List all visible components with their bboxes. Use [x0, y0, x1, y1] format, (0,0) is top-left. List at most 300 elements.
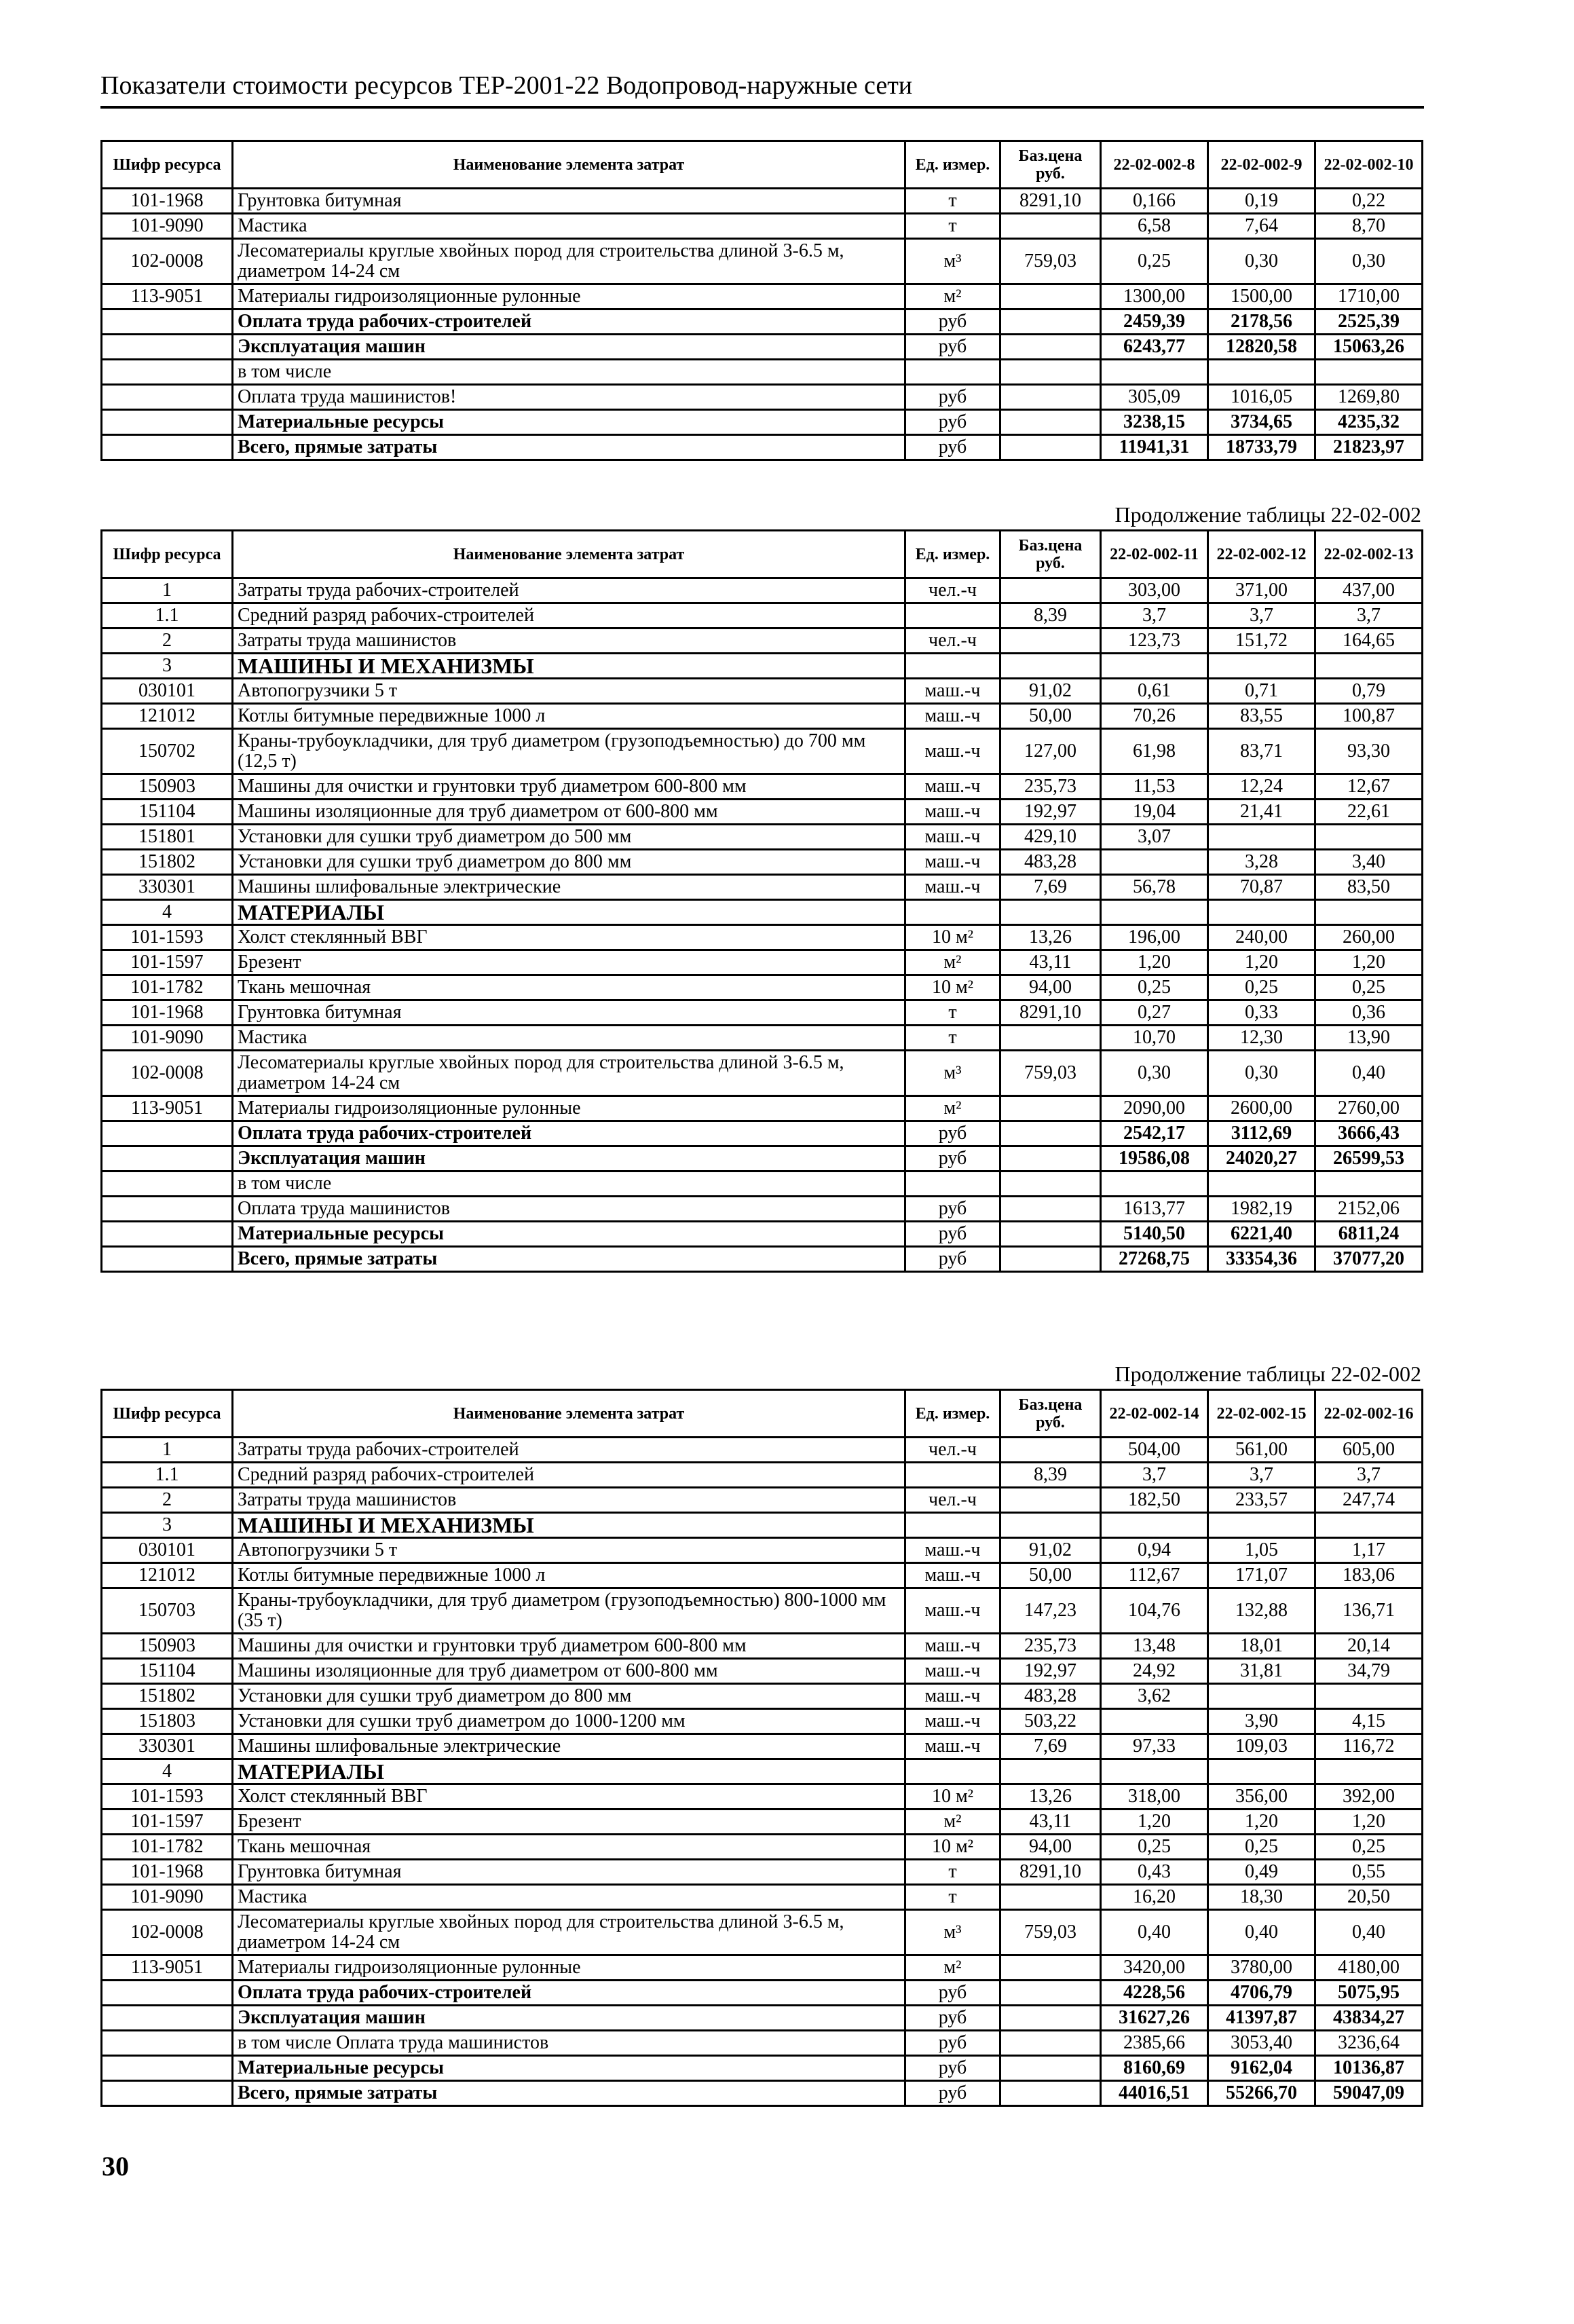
unit-of-measure: руб	[905, 335, 1000, 360]
unit-of-measure: руб	[905, 2081, 1000, 2106]
resource-code: 030101	[102, 679, 233, 704]
norm-value: 13,48	[1101, 1634, 1208, 1659]
norm-value: 18733,79	[1208, 435, 1315, 460]
resource-code: 150903	[102, 1634, 233, 1659]
unit-of-measure: чел.-ч	[905, 578, 1000, 603]
resource-code: 150702	[102, 729, 233, 774]
table-row	[102, 578, 1423, 603]
base-price: 91,02	[1000, 1538, 1101, 1563]
resource-code: 330301	[102, 1734, 233, 1759]
table-row	[102, 1684, 1423, 1709]
norm-value: 4180,00	[1315, 1955, 1423, 1981]
table-row	[102, 629, 1423, 654]
norm-value: 0,22	[1315, 189, 1423, 214]
norm-value: 21,41	[1208, 800, 1315, 825]
unit-of-measure: руб	[905, 2031, 1000, 2056]
unit-of-measure	[905, 360, 1000, 385]
resource-code: 2	[102, 1488, 233, 1513]
base-price	[1000, 2056, 1101, 2081]
section-row	[102, 654, 1423, 679]
norm-value: 6221,40	[1208, 1222, 1315, 1247]
norm-value: 13,90	[1315, 1026, 1423, 1051]
norm-value	[1315, 1759, 1423, 1784]
norm-value: 18,01	[1208, 1634, 1315, 1659]
norm-value: 392,00	[1315, 1784, 1423, 1810]
base-price	[1000, 435, 1101, 460]
unit-of-measure: маш.-ч	[905, 850, 1000, 875]
base-price: 91,02	[1000, 679, 1101, 704]
resource-code: 101-1968	[102, 189, 233, 214]
table-row	[102, 1910, 1423, 1955]
resource-name: Лесоматериалы круглые хвойных пород для строительства длиной 3-6.5 м, диаметром 14-24 см	[233, 239, 905, 284]
base-price: 235,73	[1000, 1634, 1101, 1659]
resource-code	[102, 385, 233, 410]
header-divider	[100, 106, 1424, 109]
col-header-norm: 22-02-002-11	[1101, 531, 1208, 578]
norm-value: 1500,00	[1208, 284, 1315, 310]
resource-name: Материальные ресурсы	[233, 2056, 905, 2081]
norm-value: 3,7	[1315, 603, 1423, 629]
unit-of-measure: м²	[905, 1810, 1000, 1835]
col-header-unit: Ед. измер.	[905, 141, 1000, 189]
norm-value: 61,98	[1101, 729, 1208, 774]
norm-value: 4235,32	[1315, 410, 1423, 435]
summary-row	[102, 1146, 1423, 1172]
norm-value	[1315, 900, 1423, 925]
norm-value: 3,7	[1101, 603, 1208, 629]
base-price: 43,11	[1000, 950, 1101, 975]
table-row	[102, 950, 1423, 975]
norm-value: 0,30	[1315, 239, 1423, 284]
norm-value: 2600,00	[1208, 1096, 1315, 1121]
norm-value: 3112,69	[1208, 1121, 1315, 1146]
base-price	[1000, 1955, 1101, 1981]
base-price: 8291,10	[1000, 1860, 1101, 1885]
resource-code	[102, 1197, 233, 1222]
norm-value: 83,55	[1208, 704, 1315, 729]
resource-code: 151801	[102, 825, 233, 850]
resource-name: МАШИНЫ И МЕХАНИЗМЫ	[233, 654, 905, 679]
col-header-price: Баз.цена руб.	[1000, 141, 1101, 189]
norm-value: 93,30	[1315, 729, 1423, 774]
page-title: Показатели стоимости ресурсов ТЕР-2001-22 Водопровод-наружные сети	[100, 71, 913, 100]
summary-row	[102, 435, 1423, 460]
unit-of-measure: м²	[905, 950, 1000, 975]
norm-value: 19586,08	[1101, 1146, 1208, 1172]
norm-value: 318,00	[1101, 1784, 1208, 1810]
norm-value: 34,79	[1315, 1659, 1423, 1684]
unit-of-measure: руб	[905, 410, 1000, 435]
unit-of-measure: маш.-ч	[905, 729, 1000, 774]
norm-value: 3053,40	[1208, 2031, 1315, 2056]
base-price: 127,00	[1000, 729, 1101, 774]
resource-code: 101-9090	[102, 1885, 233, 1910]
base-price: 8,39	[1000, 1463, 1101, 1488]
norm-value: 0,43	[1101, 1860, 1208, 1885]
norm-value: 164,65	[1315, 629, 1423, 654]
unit-of-measure: маш.-ч	[905, 825, 1000, 850]
unit-of-measure: 10 м²	[905, 925, 1000, 950]
norm-value: 356,00	[1208, 1784, 1315, 1810]
norm-value: 109,03	[1208, 1734, 1315, 1759]
resource-code: 101-1593	[102, 925, 233, 950]
norm-value: 0,30	[1208, 1051, 1315, 1096]
norm-value: 0,25	[1208, 975, 1315, 1000]
resource-code: 101-1968	[102, 1000, 233, 1026]
norm-value: 151,72	[1208, 629, 1315, 654]
base-price: 192,97	[1000, 800, 1101, 825]
norm-value	[1101, 360, 1208, 385]
table-row	[102, 825, 1423, 850]
col-header-norm: 22-02-002-13	[1315, 531, 1423, 578]
norm-value: 3,7	[1208, 603, 1315, 629]
unit-of-measure: т	[905, 214, 1000, 239]
summary-row	[102, 1121, 1423, 1146]
table-row	[102, 1538, 1423, 1563]
norm-value: 19,04	[1101, 800, 1208, 825]
norm-value	[1208, 1759, 1315, 1784]
norm-value	[1208, 900, 1315, 925]
norm-value: 24,92	[1101, 1659, 1208, 1684]
norm-value: 15063,26	[1315, 335, 1423, 360]
resource-name: Ткань мешочная	[233, 975, 905, 1000]
resource-name: Лесоматериалы круглые хвойных пород для строительства длиной 3-6.5 м, диаметром 14-24 см	[233, 1910, 905, 1955]
resource-name: Затраты труда машинистов	[233, 629, 905, 654]
norm-value: 2178,56	[1208, 310, 1315, 335]
base-price: 759,03	[1000, 1051, 1101, 1096]
base-price	[1000, 1121, 1101, 1146]
table-row	[102, 1172, 1423, 1197]
table-row	[102, 1488, 1423, 1513]
resource-code: 030101	[102, 1538, 233, 1563]
resource-name: Брезент	[233, 950, 905, 975]
table-row	[102, 774, 1423, 800]
resource-name: МАТЕРИАЛЫ	[233, 1759, 905, 1784]
norm-value: 6,58	[1101, 214, 1208, 239]
summary-row	[102, 1222, 1423, 1247]
unit-of-measure: маш.-ч	[905, 1634, 1000, 1659]
col-header-norm: 22-02-002-9	[1208, 141, 1315, 189]
unit-of-measure: руб	[905, 310, 1000, 335]
norm-value: 371,00	[1208, 578, 1315, 603]
resource-code	[102, 2006, 233, 2031]
table-row	[102, 1860, 1423, 1885]
norm-value	[1315, 1684, 1423, 1709]
norm-value	[1315, 654, 1423, 679]
col-header-norm: 22-02-002-12	[1208, 531, 1315, 578]
norm-value: 3236,64	[1315, 2031, 1423, 2056]
base-price	[1000, 1222, 1101, 1247]
table-row	[102, 850, 1423, 875]
base-price	[1000, 654, 1101, 679]
table-row	[102, 1810, 1423, 1835]
base-price: 483,28	[1000, 850, 1101, 875]
base-price	[1000, 385, 1101, 410]
norm-value: 2760,00	[1315, 1096, 1423, 1121]
resource-name: Установки для сушки труб диаметром до 1000-1200 мм	[233, 1709, 905, 1734]
resource-code: 101-1782	[102, 1835, 233, 1860]
base-price: 43,11	[1000, 1810, 1101, 1835]
resource-code: 113-9051	[102, 1955, 233, 1981]
norm-value: 11,53	[1101, 774, 1208, 800]
norm-value: 1613,77	[1101, 1197, 1208, 1222]
resource-name: Машины изоляционные для труб диаметром от 600-800 мм	[233, 800, 905, 825]
norm-value: 0,49	[1208, 1860, 1315, 1885]
col-header-price: Баз.цена руб.	[1000, 1390, 1101, 1438]
norm-value: 59047,09	[1315, 2081, 1423, 2106]
unit-of-measure: чел.-ч	[905, 629, 1000, 654]
resource-name: Машины для очистки и грунтовки труб диаметром 600-800 мм	[233, 774, 905, 800]
norm-value	[1208, 1684, 1315, 1709]
base-price	[1000, 1197, 1101, 1222]
cost-table-2	[100, 529, 1423, 1273]
norm-value: 6243,77	[1101, 335, 1208, 360]
base-price: 7,69	[1000, 875, 1101, 900]
unit-of-measure: маш.-ч	[905, 704, 1000, 729]
resource-name: в том числе	[233, 1172, 905, 1197]
resource-code: 1.1	[102, 603, 233, 629]
resource-code: 4	[102, 900, 233, 925]
base-price	[1000, 410, 1101, 435]
resource-name: Всего, прямые затраты	[233, 2081, 905, 2106]
table-row	[102, 1588, 1423, 1634]
base-price	[1000, 629, 1101, 654]
norm-value: 0,33	[1208, 1000, 1315, 1026]
table-row	[102, 1096, 1423, 1121]
norm-value: 303,00	[1101, 578, 1208, 603]
resource-name: Машины шлифовальные электрические	[233, 875, 905, 900]
resource-code	[102, 2056, 233, 2081]
norm-value: 2542,17	[1101, 1121, 1208, 1146]
unit-of-measure: маш.-ч	[905, 1709, 1000, 1734]
base-price: 759,03	[1000, 239, 1101, 284]
table-row	[102, 875, 1423, 900]
norm-value: 27268,75	[1101, 1247, 1208, 1272]
norm-value: 196,00	[1101, 925, 1208, 950]
norm-value: 561,00	[1208, 1438, 1315, 1463]
base-price	[1000, 1172, 1101, 1197]
norm-value	[1101, 1759, 1208, 1784]
norm-value: 83,50	[1315, 875, 1423, 900]
table-row	[102, 284, 1423, 310]
unit-of-measure: т	[905, 1885, 1000, 1910]
unit-of-measure: руб	[905, 1981, 1000, 2006]
norm-value: 12820,58	[1208, 335, 1315, 360]
unit-of-measure: маш.-ч	[905, 875, 1000, 900]
norm-value: 10136,87	[1315, 2056, 1423, 2081]
norm-value	[1315, 360, 1423, 385]
resource-name: Средний разряд рабочих-строителей	[233, 1463, 905, 1488]
resource-name: Ткань мешочная	[233, 1835, 905, 1860]
norm-value: 6811,24	[1315, 1222, 1423, 1247]
table-row	[102, 239, 1423, 284]
norm-value: 31627,26	[1101, 2006, 1208, 2031]
norm-value: 3780,00	[1208, 1955, 1315, 1981]
norm-value: 4706,79	[1208, 1981, 1315, 2006]
summary-row	[102, 2056, 1423, 2081]
base-price: 94,00	[1000, 1835, 1101, 1860]
norm-value: 3,07	[1101, 825, 1208, 850]
col-header-unit: Ед. измер.	[905, 1390, 1000, 1438]
resource-name: в том числе Оплата труда машинистов	[233, 2031, 905, 2056]
resource-name: Автопогрузчики 5 т	[233, 1538, 905, 1563]
norm-value: 0,61	[1101, 679, 1208, 704]
base-price	[1000, 214, 1101, 239]
norm-value: 504,00	[1101, 1438, 1208, 1463]
unit-of-measure: м³	[905, 1051, 1000, 1096]
norm-value: 247,74	[1315, 1488, 1423, 1513]
resource-name: Мастика	[233, 1885, 905, 1910]
summary-row	[102, 1247, 1423, 1272]
resource-name: Краны-трубоукладчики, для труб диаметром (грузоподъемностью) до 700 мм (12,5 т)	[233, 729, 905, 774]
norm-value: 0,40	[1101, 1910, 1208, 1955]
base-price	[1000, 335, 1101, 360]
table-row	[102, 1197, 1423, 1222]
base-price: 7,69	[1000, 1734, 1101, 1759]
unit-of-measure: руб	[905, 2056, 1000, 2081]
resource-code: 101-1597	[102, 950, 233, 975]
continuation-note: Продолжение таблицы 22-02-002	[1114, 502, 1421, 527]
resource-code	[102, 1121, 233, 1146]
col-header-norm: 22-02-002-8	[1101, 141, 1208, 189]
norm-value: 10,70	[1101, 1026, 1208, 1051]
resource-code: 330301	[102, 875, 233, 900]
unit-of-measure: маш.-ч	[905, 1563, 1000, 1588]
base-price	[1000, 1488, 1101, 1513]
section-row	[102, 900, 1423, 925]
unit-of-measure: маш.-ч	[905, 800, 1000, 825]
unit-of-measure: чел.-ч	[905, 1438, 1000, 1463]
norm-value: 3,7	[1101, 1463, 1208, 1488]
unit-of-measure: маш.-ч	[905, 1734, 1000, 1759]
unit-of-measure	[905, 1463, 1000, 1488]
norm-value: 171,07	[1208, 1563, 1315, 1588]
norm-value: 100,87	[1315, 704, 1423, 729]
resource-code: 151802	[102, 1684, 233, 1709]
norm-value: 1982,19	[1208, 1197, 1315, 1222]
norm-value: 44016,51	[1101, 2081, 1208, 2106]
base-price	[1000, 1759, 1101, 1784]
norm-value: 3,28	[1208, 850, 1315, 875]
norm-value: 11941,31	[1101, 435, 1208, 460]
norm-value: 20,50	[1315, 1885, 1423, 1910]
base-price: 147,23	[1000, 1588, 1101, 1634]
unit-of-measure: маш.-ч	[905, 774, 1000, 800]
table-row	[102, 1026, 1423, 1051]
norm-value: 3,7	[1315, 1463, 1423, 1488]
col-header-norm: 22-02-002-15	[1208, 1390, 1315, 1438]
norm-value: 97,33	[1101, 1734, 1208, 1759]
col-header-name: Наименование элемента затрат	[233, 1390, 905, 1438]
norm-value: 0,55	[1315, 1860, 1423, 1885]
norm-value: 22,61	[1315, 800, 1423, 825]
resource-name: МАТЕРИАЛЫ	[233, 900, 905, 925]
norm-value: 0,40	[1315, 1051, 1423, 1096]
norm-value: 233,57	[1208, 1488, 1315, 1513]
base-price	[1000, 1247, 1101, 1272]
norm-value: 55266,70	[1208, 2081, 1315, 2106]
resource-name: Материальные ресурсы	[233, 1222, 905, 1247]
norm-value: 1,20	[1101, 950, 1208, 975]
unit-of-measure: руб	[905, 435, 1000, 460]
base-price	[1000, 2081, 1101, 2106]
unit-of-measure: т	[905, 189, 1000, 214]
norm-value	[1315, 1172, 1423, 1197]
summary-row	[102, 2081, 1423, 2106]
norm-value	[1315, 825, 1423, 850]
resource-code: 101-1593	[102, 1784, 233, 1810]
norm-value: 24020,27	[1208, 1146, 1315, 1172]
base-price: 13,26	[1000, 1784, 1101, 1810]
resource-code	[102, 1222, 233, 1247]
norm-value: 20,14	[1315, 1634, 1423, 1659]
norm-value: 3,7	[1208, 1463, 1315, 1488]
table-row	[102, 1659, 1423, 1684]
unit-of-measure: м²	[905, 1096, 1000, 1121]
col-header-code: Шифр ресурса	[102, 531, 233, 578]
resource-code: 151104	[102, 1659, 233, 1684]
base-price: 483,28	[1000, 1684, 1101, 1709]
resource-code: 1	[102, 578, 233, 603]
resource-name: Материалы гидроизоляционные рулонные	[233, 1096, 905, 1121]
unit-of-measure: руб	[905, 2006, 1000, 2031]
unit-of-measure: м²	[905, 284, 1000, 310]
resource-code	[102, 335, 233, 360]
base-price	[1000, 284, 1101, 310]
resource-code: 121012	[102, 1563, 233, 1588]
col-header-unit: Ед. измер.	[905, 531, 1000, 578]
norm-value: 0,36	[1315, 1000, 1423, 1026]
unit-of-measure: руб	[905, 1222, 1000, 1247]
unit-of-measure	[905, 654, 1000, 679]
resource-code	[102, 435, 233, 460]
norm-value: 12,30	[1208, 1026, 1315, 1051]
resource-name: Затраты труда машинистов	[233, 1488, 905, 1513]
base-price	[1000, 1885, 1101, 1910]
resource-code: 1.1	[102, 1463, 233, 1488]
base-price: 8291,10	[1000, 189, 1101, 214]
base-price: 235,73	[1000, 774, 1101, 800]
resource-code: 4	[102, 1759, 233, 1784]
unit-of-measure: маш.-ч	[905, 1588, 1000, 1634]
table-row	[102, 2031, 1423, 2056]
section-row	[102, 1759, 1423, 1784]
resource-name: Эксплуатация машин	[233, 335, 905, 360]
base-price	[1000, 1438, 1101, 1463]
table-row	[102, 385, 1423, 410]
table-row	[102, 1563, 1423, 1588]
norm-value	[1208, 360, 1315, 385]
resource-code	[102, 1981, 233, 2006]
resource-name: Материалы гидроизоляционные рулонные	[233, 284, 905, 310]
unit-of-measure: руб	[905, 1146, 1000, 1172]
resource-code: 102-0008	[102, 1910, 233, 1955]
norm-value: 41397,87	[1208, 2006, 1315, 2031]
norm-value: 21823,97	[1315, 435, 1423, 460]
table-row	[102, 1955, 1423, 1981]
norm-value	[1315, 1513, 1423, 1538]
resource-name: Холст стеклянный ВВГ	[233, 1784, 905, 1810]
summary-row	[102, 2006, 1423, 2031]
resource-name: Оплата труда машинистов	[233, 1197, 905, 1222]
resource-name: Всего, прямые затраты	[233, 435, 905, 460]
norm-value: 104,76	[1101, 1588, 1208, 1634]
unit-of-measure: маш.-ч	[905, 1659, 1000, 1684]
norm-value: 83,71	[1208, 729, 1315, 774]
norm-value: 0,25	[1208, 1835, 1315, 1860]
base-price	[1000, 578, 1101, 603]
resource-name: Грунтовка битумная	[233, 189, 905, 214]
